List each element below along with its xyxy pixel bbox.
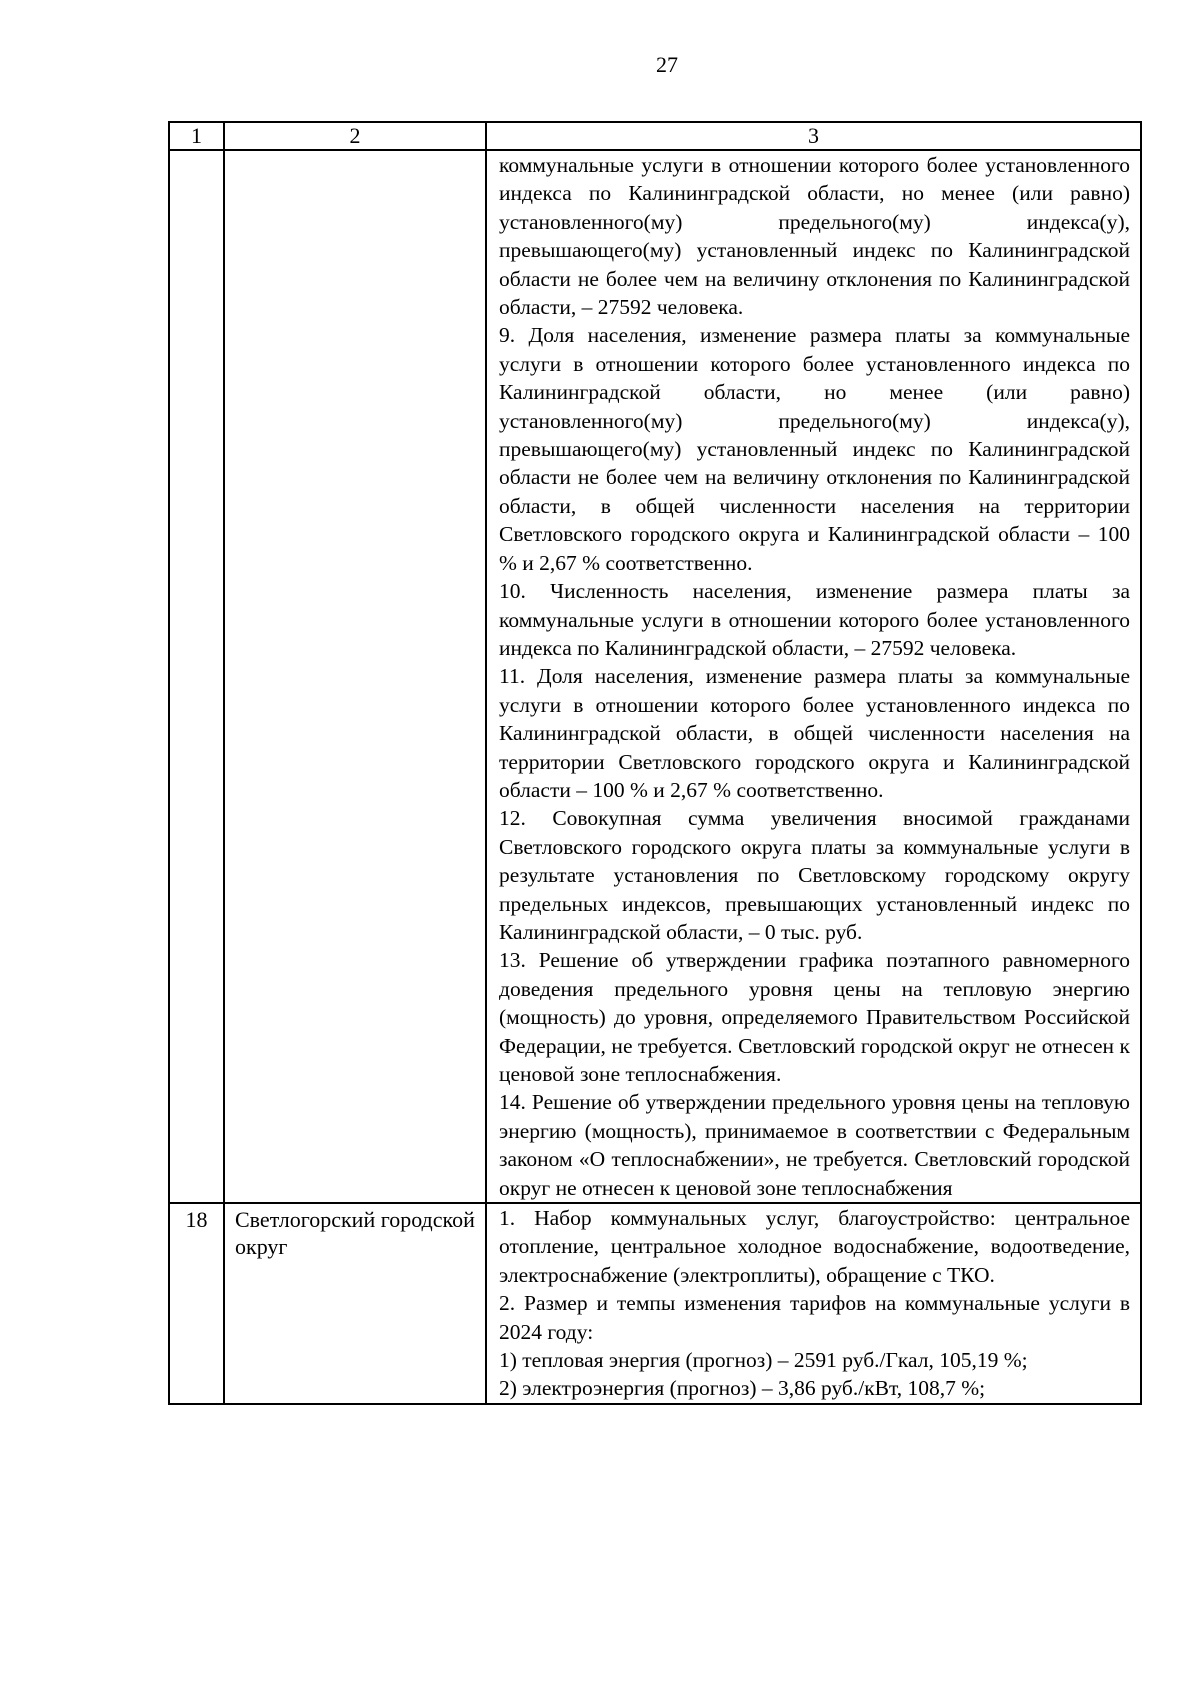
data-table (168, 121, 1142, 1405)
table-row (169, 150, 1141, 1203)
paragraph: 2) электроэнергия (прогноз) – 3,86 руб./кВт, 108,7 %; (499, 1376, 986, 1401)
table-header-row (169, 122, 1141, 150)
paragraph: 12. Совокупная сумма увеличения вносимой гражданами Светловского городского округа платы за коммунальные услуги в результате установления по Светловскому городскому округу предельных индексов, превышающих установленный индекс по Калининградской области, – 0 тыс. руб. (499, 806, 1130, 944)
municipality-name (224, 150, 486, 1203)
column-header-2: 2 (224, 122, 486, 150)
page-number: 27 (656, 52, 678, 77)
table-row (169, 1203, 1141, 1404)
paragraph: 1) тепловая энергия (прогноз) – 2591 руб./Гкал, 105,19 %; (499, 1348, 1028, 1373)
municipality-name: Светлогорский городской округ (224, 1203, 486, 1404)
column-header-3: 3 (486, 122, 1141, 150)
paragraph: 13. Решение об утверждении графика поэтапного равномерного доведения предельного уровня цены на тепловую энергию (мощность) до уровня, определяемого Правительством Российской Федерации, не требуется. Светловский городской округ не отнесен к ценовой зоне теплоснабжения. (499, 948, 1130, 1086)
paragraph: 10. Численность населения, изменение размера платы за коммунальные услуги в отношении которого более установленного индекса по Калининградской области, – 27592 человека. (499, 579, 1130, 660)
paragraph: 9. Доля населения, изменение размера платы за коммунальные услуги в отношении которого более установленного индекса по Калининградской области, но менее (или равно) установленного(му) предельного(му) индекса(у), превышающего(му) установленный индекс по Калининградской области не более чем на величину отклонения по Калининградской области, в общей численности населения на территории Светловского городского округа и Калининградской области – 100 % и 2,67 % соответственно. (499, 323, 1130, 575)
column-header-1: 1 (169, 122, 224, 150)
paragraph: 11. Доля населения, изменение размера платы за коммунальные услуги в отношении которого более установленного индекса по Калининградской области, в общей численности населения на территории Светловского городского округа и Калининградской области – 100 % и 2,67 % соответственно. (499, 664, 1130, 802)
description-cell (486, 1203, 1141, 1404)
paragraph: 14. Решение об утверждении предельного уровня цены на тепловую энергию (мощность), принимаемое в соответствии с Федеральным законом «О теплоснабжении», не требуется. Светловский городской округ не отнесен к ценовой зоне теплоснабжения (499, 1090, 1130, 1200)
row-number (169, 150, 224, 1203)
paragraph: 1. Набор коммунальных услуг, благоустройство: центральное отопление, центральное холодное водоснабжение, водоотведение, электроснабжение (электроплиты), обращение с ТКО. (499, 1206, 1130, 1287)
paragraph: 2. Размер и темпы изменения тарифов на коммунальные услуги в 2024 году: (499, 1291, 1130, 1344)
description-cell (486, 150, 1141, 1203)
paragraph: коммунальные услуги в отношении которого более установленного индекса по Калининградской области, но менее (или равно) установленного(му) предельного(му) индекса(у), превышающего(му) установленный индекс по Калининградской области не более чем на величину отклонения по Калининградской области, – 27592 человека. (499, 153, 1130, 320)
row-number: 18 (169, 1203, 224, 1404)
